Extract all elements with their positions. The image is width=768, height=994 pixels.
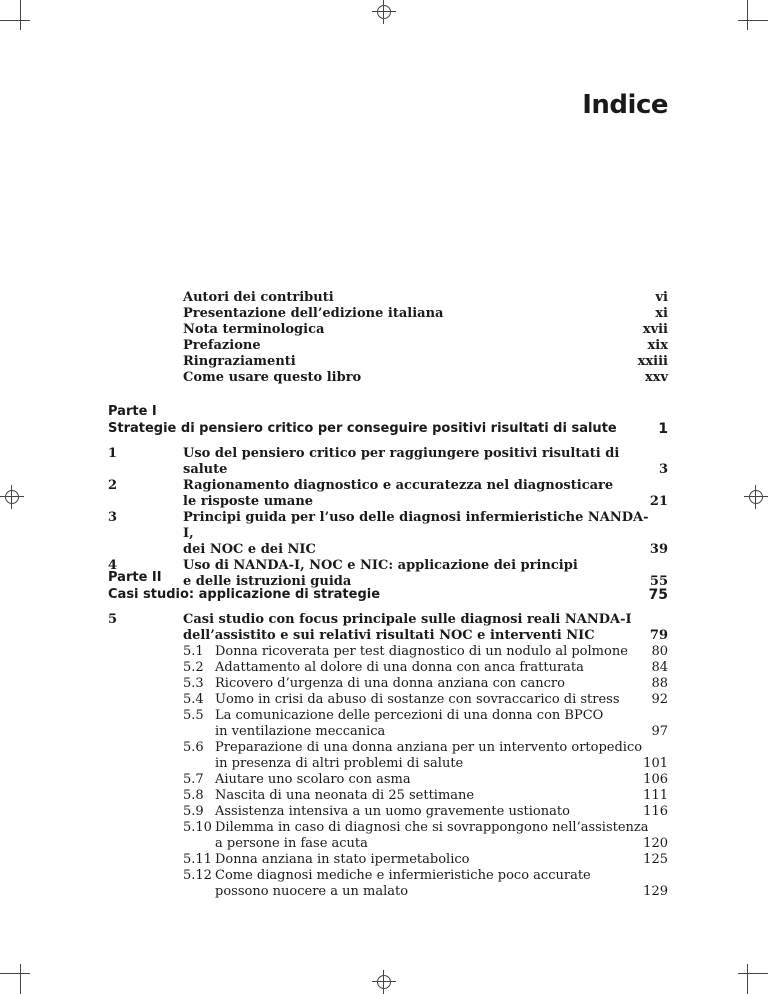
- section-title-line: Ricovero d’urgenza di una donna anziana con cancro: [215, 676, 565, 691]
- part-title: Strategie di pensiero critico per conseguire positivi risultati di salute: [108, 421, 617, 436]
- entry-title: Presentazione dell’edizione italiana: [183, 306, 444, 321]
- section-entry[interactable]: [108, 660, 668, 676]
- chapter-entry[interactable]: [108, 478, 668, 510]
- chapter-entry[interactable]: [108, 446, 668, 478]
- part-heading: [108, 403, 668, 438]
- section-page: 92: [651, 692, 668, 707]
- section-entry[interactable]: [108, 772, 668, 788]
- chapter-number: 4: [108, 558, 118, 573]
- section-title-line: Uomo in crisi da abuso di sostanze con sovraccarico di stress: [215, 692, 620, 707]
- chapter-entry[interactable]: [108, 612, 668, 644]
- front-matter-list: [183, 290, 668, 386]
- toc-entry[interactable]: [183, 338, 668, 354]
- chapter-number: 3: [108, 510, 118, 525]
- section-entry[interactable]: [108, 804, 668, 820]
- part-page: 1: [658, 421, 668, 437]
- entry-title: Prefazione: [183, 338, 261, 353]
- chapter-number: 1: [108, 446, 118, 461]
- section-title-line: Come diagnosi mediche e infermieristiche poco accurate: [215, 868, 591, 883]
- registration-mark-icon: [744, 485, 768, 509]
- toc-entry[interactable]: [183, 370, 668, 386]
- chapter-title-line: dell’assistito e sui relativi risultati NOC e interventi NIC: [183, 628, 595, 643]
- part-page: 75: [648, 587, 668, 603]
- section-title-line: Preparazione di una donna anziana per un intervento ortopedico: [215, 740, 643, 755]
- section-entry[interactable]: [108, 820, 668, 852]
- chapter-title-line: le risposte umane: [183, 494, 314, 509]
- section-page: 101: [643, 756, 668, 771]
- entry-page: vi: [655, 290, 668, 305]
- section-title-line: in presenza di altri problemi di salute: [215, 756, 464, 771]
- crop-mark: [20, 964, 21, 994]
- part-title: Casi studio: applicazione di strategie: [108, 587, 381, 602]
- part-title-row[interactable]: [108, 420, 668, 438]
- section-entry[interactable]: [108, 708, 668, 740]
- section-title-line: Assistenza intensiva a un uomo gravemente ustionato: [215, 804, 570, 819]
- chapter-page: 3: [658, 462, 668, 477]
- toc-entry[interactable]: [183, 306, 668, 322]
- chapter-page: 39: [649, 542, 668, 557]
- section-entry[interactable]: [108, 692, 668, 708]
- chapter-page: 79: [649, 628, 668, 643]
- section-page: 120: [643, 836, 668, 851]
- chapter-title-line: dei NOC e dei NIC: [183, 542, 316, 557]
- section-number: 5.1: [183, 644, 204, 659]
- section-number: 5.10: [183, 820, 212, 835]
- crop-mark: [0, 20, 30, 21]
- entry-page: xix: [647, 338, 668, 353]
- chapter-number: 5: [108, 612, 118, 627]
- entry-page: xxiii: [637, 354, 668, 369]
- section-entry[interactable]: [108, 740, 668, 772]
- section-number: 5.11: [183, 852, 212, 867]
- toc-entry[interactable]: [183, 354, 668, 370]
- chapter-title-line: Principi guida per l’uso delle diagnosi infermieristiche NANDA-I,: [183, 510, 649, 541]
- section-entry[interactable]: [108, 852, 668, 868]
- registration-mark-icon: [372, 0, 396, 24]
- crop-mark: [747, 0, 748, 30]
- section-page: 106: [643, 772, 668, 787]
- section-entry[interactable]: [108, 676, 668, 692]
- section-title-line: a persone in fase acuta: [215, 836, 368, 851]
- part-title-row[interactable]: [108, 586, 668, 604]
- section-title-line: Donna ricoverata per test diagnostico di un nodulo al polmone: [215, 644, 628, 659]
- section-page: 80: [651, 644, 668, 659]
- section-number: 5.4: [183, 692, 204, 707]
- section-title-line: La comunicazione delle percezioni di una donna con BPCO: [215, 708, 604, 723]
- page-title: Indice: [582, 90, 668, 120]
- section-title-line: Dilemma in caso di diagnosi che si sovrappongono nell’assistenza: [215, 820, 649, 835]
- chapter-page: 55: [649, 574, 668, 589]
- section-number: 5.3: [183, 676, 204, 691]
- chapter-title-line: e delle istruzioni guida: [183, 574, 352, 589]
- section-title-line: possono nuocere a un malato: [215, 884, 409, 899]
- section-number: 5.8: [183, 788, 204, 803]
- section-number: 5.5: [183, 708, 204, 723]
- chapter-entry[interactable]: [108, 510, 668, 558]
- section-page: 111: [643, 788, 668, 803]
- section-page: 116: [643, 804, 668, 819]
- section-page: 84: [651, 660, 668, 675]
- entry-title: Come usare questo libro: [183, 370, 362, 385]
- section-page: 125: [643, 852, 668, 867]
- toc-entry[interactable]: [183, 290, 668, 306]
- section-number: 5.6: [183, 740, 204, 755]
- section-page: 88: [651, 676, 668, 691]
- chapter-title-line: Ragionamento diagnostico e accuratezza nel diagnosticare: [183, 478, 614, 493]
- part-heading: [108, 569, 668, 604]
- crop-mark: [747, 964, 748, 994]
- crop-mark: [0, 973, 30, 974]
- section-title-line: Aiutare uno scolaro con asma: [215, 772, 411, 787]
- entry-title: Nota terminologica: [183, 322, 325, 337]
- toc-entry[interactable]: [183, 322, 668, 338]
- crop-mark: [20, 0, 21, 30]
- section-title-line: Adattamento al dolore di una donna con anca fratturata: [215, 660, 584, 675]
- entry-page: xi: [655, 306, 668, 321]
- chapter-title-line: Uso del pensiero critico per raggiungere positivi risultati di salute: [183, 446, 620, 477]
- section-entry[interactable]: [108, 868, 668, 900]
- section-number: 5.12: [183, 868, 212, 883]
- crop-mark: [738, 973, 768, 974]
- chapter-number: 2: [108, 478, 118, 493]
- section-number: 5.9: [183, 804, 204, 819]
- part-label: Parte II: [108, 570, 162, 585]
- crop-mark: [738, 20, 768, 21]
- entry-page: xvii: [642, 322, 668, 337]
- part-label: Parte I: [108, 404, 157, 419]
- section-entry[interactable]: [108, 788, 668, 804]
- entry-title: Autori dei contributi: [183, 290, 334, 305]
- section-title-line: in ventilazione meccanica: [215, 724, 386, 739]
- registration-mark-icon: [372, 970, 396, 994]
- section-page: 129: [643, 884, 668, 899]
- registration-mark-icon: [0, 485, 24, 509]
- entry-title: Ringraziamenti: [183, 354, 296, 369]
- section-title-line: Donna anziana in stato ipermetabolico: [215, 852, 470, 867]
- section-number: 5.7: [183, 772, 204, 787]
- entry-page: xxv: [644, 370, 668, 385]
- section-number: 5.2: [183, 660, 204, 675]
- chapter-title-line: Uso di NANDA-I, NOC e NIC: applicazione dei principi: [183, 558, 578, 573]
- chapter-page: 21: [649, 494, 668, 509]
- chapter-list: [108, 612, 668, 900]
- section-title-line: Nascita di una neonata di 25 settimane: [215, 788, 475, 803]
- section-page: 97: [651, 724, 668, 739]
- section-entry[interactable]: [108, 644, 668, 660]
- chapter-title-line: Casi studio con focus principale sulle diagnosi reali NANDA-I: [183, 612, 632, 627]
